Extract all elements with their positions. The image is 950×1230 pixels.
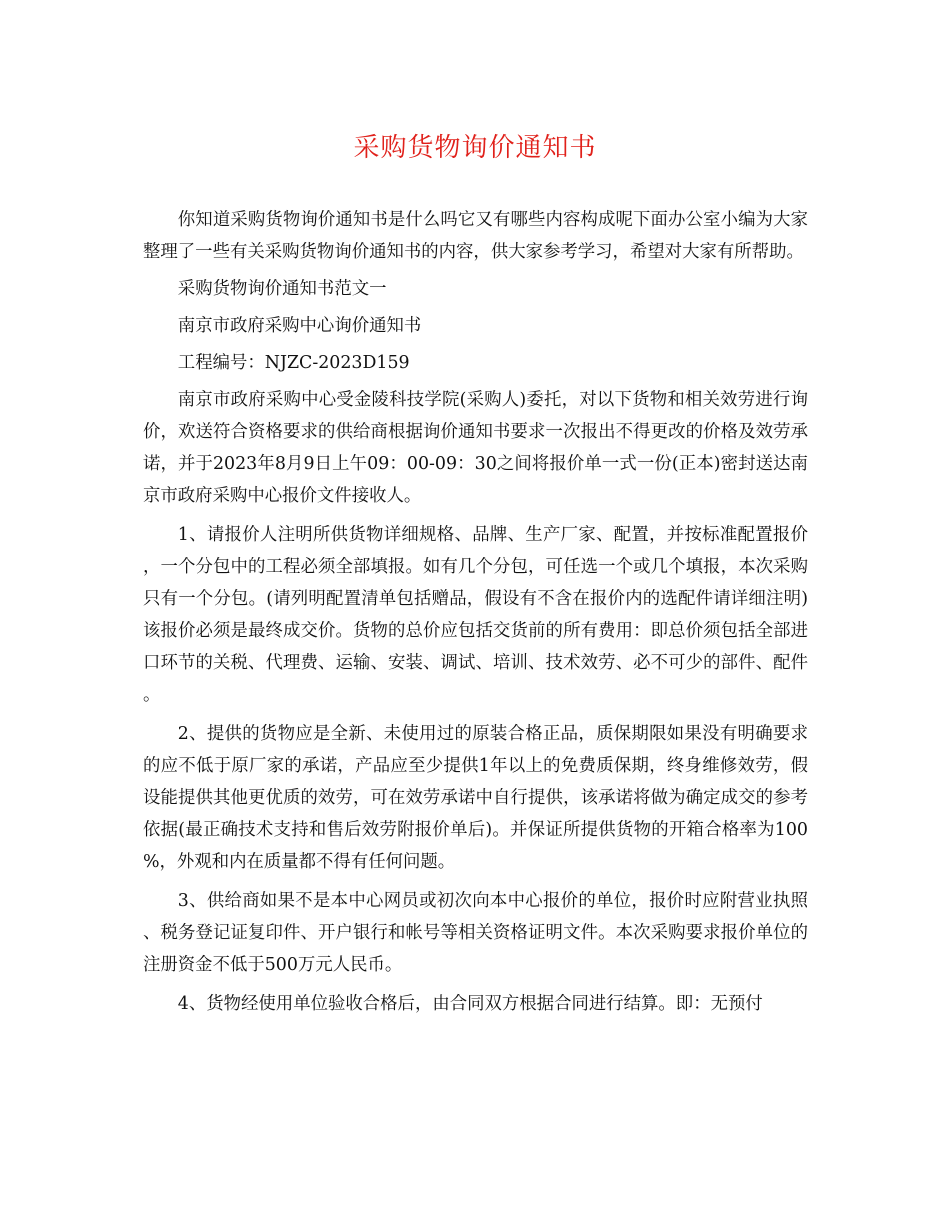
clause-3-paragraph: 3、供给商如果不是本中心网员或初次向本中心报价的单位，报价时应附营业执照、税务登记证复印件、开户银行和帐号等相关资格证明文件。本次采购要求报价单位的注册资金不低于500万元人民币。: [143, 891, 808, 975]
sample-heading: 采购货物询价通知书范文一: [177, 279, 387, 299]
notice-heading: 南京市政府采购中心询价通知书: [177, 316, 422, 336]
project-number: 工程编号：NJZC-2023D159: [177, 353, 410, 373]
clause-1-paragraph: 1、请报价人注明所供货物详细规格、品牌、生产厂家、配置，并按标准配置报价，一个分包中的工程必须全部填报。如有几个分包，可任选一个或几个填报，本次采购只有一个分包。(请列明配置清单包括赠品，假设有不含在报价内的选配件请详细注明)该报价必须是最终成交价。货物的总价应包括交货前的所有费用：即总价须包括全部进口环节的关税、代理费、运输、安装、调试、培训、技术效劳、必不可少的部件、配件。: [143, 525, 808, 705]
commission-paragraph: 南京市政府采购中心受金陵科技学院(采购人)委托，对以下货物和相关效劳进行询价，欢送符合资格要求的供给商根据询价通知书要求一次报出不得更改的价格及效劳承诺，并于2023年8月9日上午09：00-09：30之间将报价单一式一份(正本)密封送达南京市政府采购中心报价文件接收人。: [143, 390, 808, 506]
clause-2-paragraph: 2、提供的货物应是全新、未使用过的原装合格正品，质保期限如果没有明确要求的应不低于原厂家的承诺，产品应至少提供1年以上的免费质保期，终身维修效劳，假设能提供其他更优质的效劳，可在效劳承诺中自行提供，该承诺将做为确定成交的参考依据(最正确技术支持和售后效劳附报价单后)。并保证所提供货物的开箱合格率为100%，外观和内在质量都不得有任何问题。: [143, 724, 808, 872]
document-title: 采购货物询价通知书: [353, 133, 597, 163]
intro-paragraph: 你知道采购货物询价通知书是什么吗它又有哪些内容构成呢下面办公室小编为大家整理了一些有关采购货物询价通知书的内容，供大家参考学习，希望对大家有所帮助。: [143, 210, 808, 262]
clause-4-paragraph: 4、货物经使用单位验收合格后，由合同双方根据合同进行结算。即：无预付: [177, 994, 763, 1014]
document-body: [143, 204, 808, 1020]
